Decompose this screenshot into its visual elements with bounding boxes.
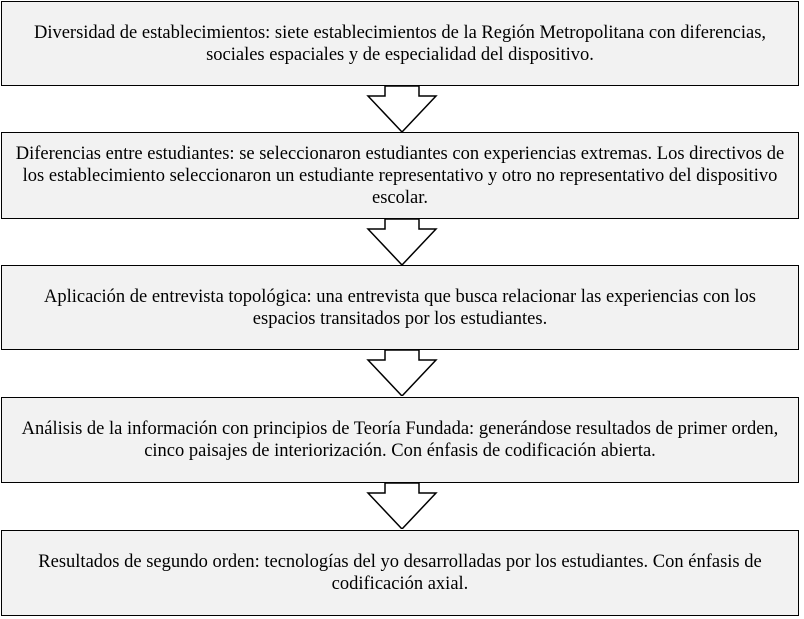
flow-step-3-text: Aplicación de entrevista topológica: una entrevista que busca relacionar las experiencias con los espacios transitados por los estudiantes.: [44, 286, 756, 329]
flow-step-5: [1, 530, 799, 616]
flow-step-2-text: Diferencias entre estudiantes: se seleccionaron estudiantes con experiencias extremas. Los directivos de los establecimiento seleccionaron un estudiante representativo y otro no representativo del dispositivo escolar.: [15, 143, 785, 208]
flow-step-5-text: Resultados de segundo orden: tecnologías del yo desarrolladas por los estudiantes. Con énfasis de codificación axial.: [38, 552, 762, 594]
flow-arrow-4: [0, 483, 804, 529]
flow-step-4: [1, 397, 799, 483]
flow-step-1: [1, 1, 799, 86]
flow-arrow-3: [0, 350, 804, 396]
flow-arrow-2: [0, 219, 804, 265]
flow-step-3: [1, 265, 799, 350]
flow-arrow-1: [0, 86, 804, 132]
flow-step-1-text: Diversidad de establecimientos: siete establecimientos de la Región Metropolitana con diferencias, sociales espaciales y de especialidad del dispositivo.: [33, 22, 767, 65]
flow-step-4-text: Análisis de la información con principios de Teoría Fundada: generándose resultados de primer orden, cinco paisajes de interiorización. Con énfasis de codificación abierta.: [21, 419, 779, 461]
flow-step-2: [1, 132, 799, 219]
